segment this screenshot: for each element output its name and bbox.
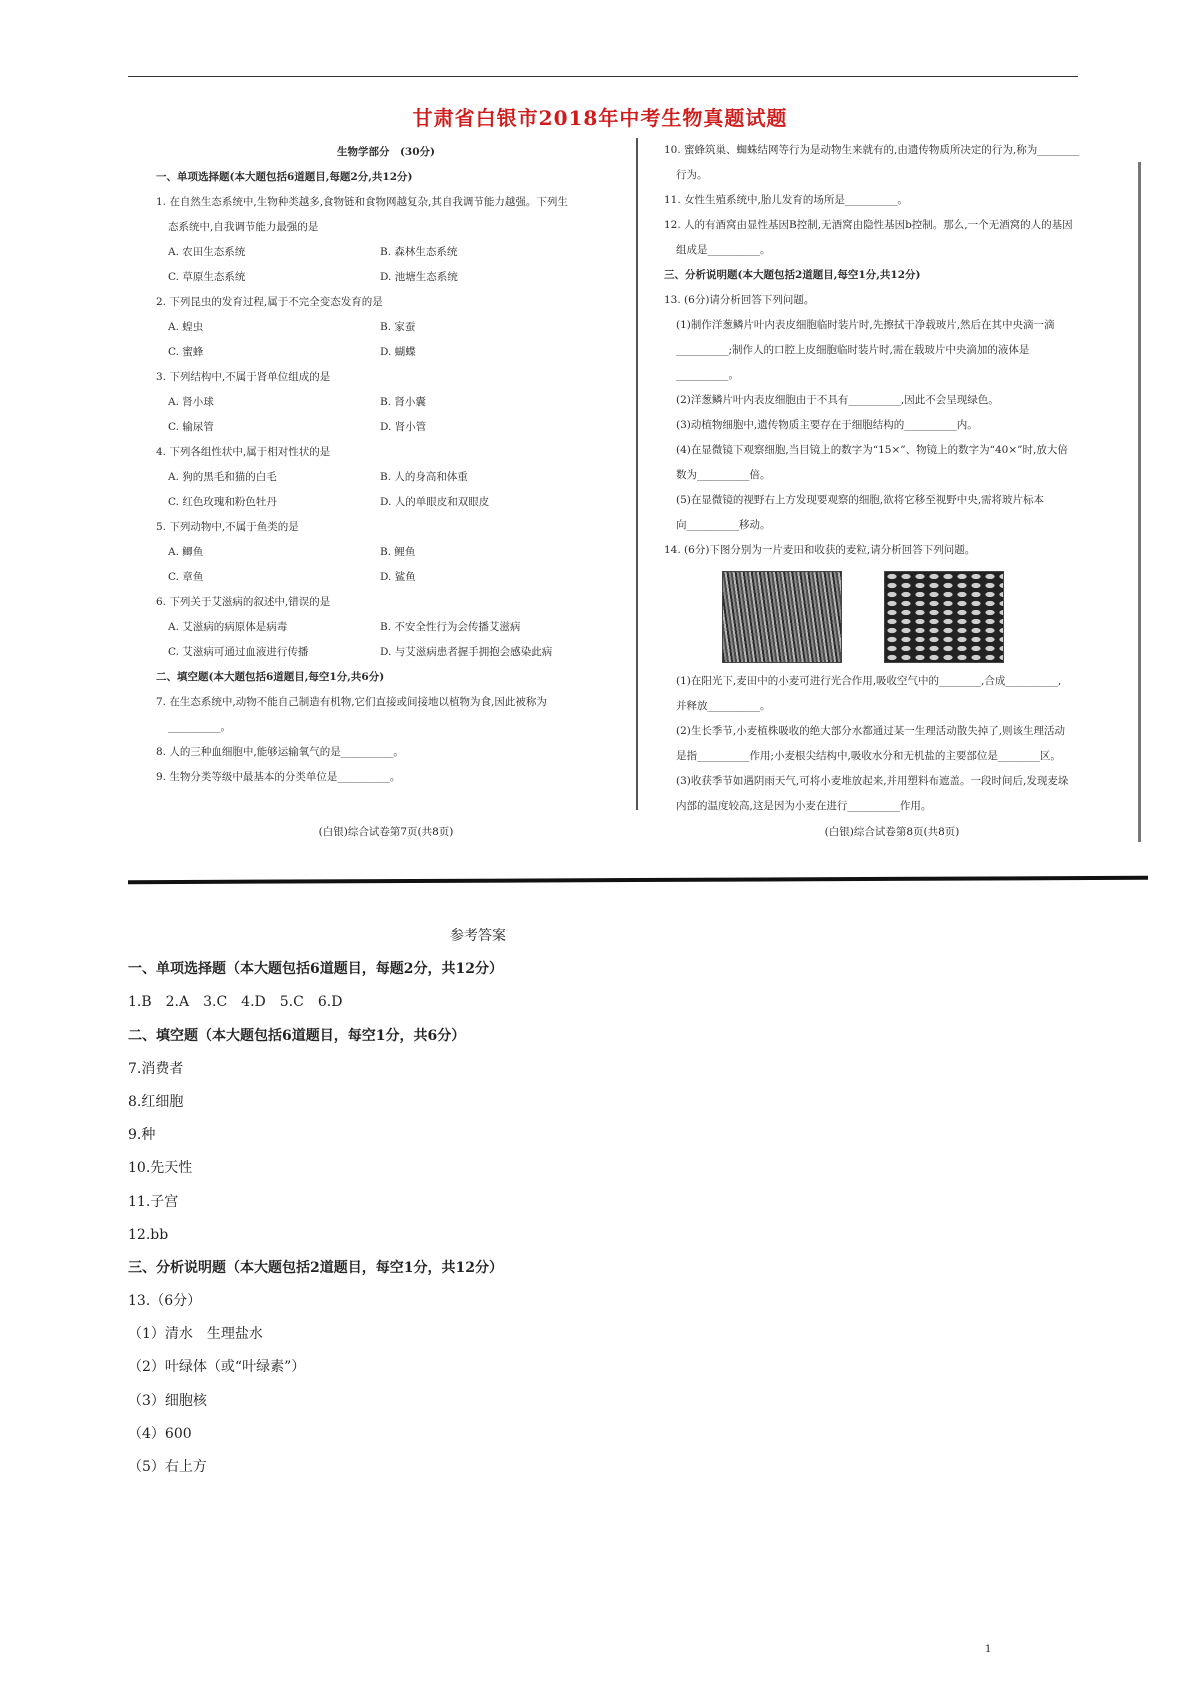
question-line: （1）清水 生理盐水 xyxy=(128,1326,263,1343)
question-line: 12. 人的有酒窝由显性基因B控制,无酒窝由隐性基因b控制。那么,一个无酒窝的人的基因 xyxy=(664,219,1073,231)
page-number: 1 xyxy=(985,1644,992,1655)
question-line: 12.bb xyxy=(128,1226,169,1243)
question-line: (4)在显微镜下观察细胞,当目镜上的数字为“15×”、物镜上的数字为“40×”时,放大倍 xyxy=(676,444,1068,456)
question-line: 14. (6分)下图分别为一片麦田和收获的麦粒,请分析回答下列问题。 xyxy=(664,544,976,556)
document-title: 甘肃省白银市2018年中考生物真题试题 xyxy=(412,106,788,130)
question-line: 9.种 xyxy=(128,1127,156,1144)
answer-option: B. 森林生态系统 xyxy=(380,246,458,258)
answer-option: B. 不安全性行为会传播艾滋病 xyxy=(380,621,521,633)
answer-option: B. 肾小囊 xyxy=(380,396,426,408)
page-8-footer: (白银)综合试卷第8页(共8页) xyxy=(824,826,960,838)
option-row xyxy=(156,640,616,665)
answer-option: A. 狗的黑毛和猫的白毛 xyxy=(168,471,277,483)
right-question-list xyxy=(664,138,1120,563)
section-heading: 三、分析说明题(本大题包括2道题目,每空1分,共12分) xyxy=(664,269,921,281)
option-row xyxy=(156,415,616,440)
question-line: 向__________移动。 xyxy=(676,519,771,531)
question-line: 4. 下列各组性状中,属于相对性状的是 xyxy=(156,446,331,458)
answer-option: A. 鲫鱼 xyxy=(168,546,204,558)
answer-option: D. 与艾滋病患者握手拥抱会感染此病 xyxy=(380,646,553,658)
answer-option: D. 蝴蝶 xyxy=(380,346,416,358)
question-line: 10. 蜜蜂筑巢、蜘蛛结网等行为是动物生来就有的,由遗传物质所决定的行为,称为________ xyxy=(664,144,1080,156)
answer-option: C. 红色玫瑰和粉色牡丹 xyxy=(168,496,277,508)
scanned-exam-image xyxy=(128,138,1148,890)
answer-option: B. 人的身高和体重 xyxy=(380,471,468,483)
answer-option: C. 蜜蜂 xyxy=(168,346,204,358)
page-7-footer: (白银)综合试卷第7页(共8页) xyxy=(318,826,454,838)
question-line: 并释放__________。 xyxy=(676,700,771,712)
wheat-figures xyxy=(664,571,1120,661)
scan-edge xyxy=(1138,162,1141,842)
answer-option: A. 艾滋病的病原体是病毒 xyxy=(168,621,288,633)
question-line: 13.（6分） xyxy=(128,1293,202,1310)
question-line: 13. (6分)请分析回答下列问题。 xyxy=(664,294,815,306)
question-line: (2)生长季节,小麦植株吸收的绝大部分水都通过某一生理活动散失掉了,则该生理活动 xyxy=(676,725,1066,737)
question-line: （5）右上方 xyxy=(128,1459,207,1475)
question-line: 组成是__________。 xyxy=(676,244,771,256)
section-heading: 三、分析说明题（本大题包括2道题目，每空1分，共12分） xyxy=(128,1259,503,1276)
question-line: 是指__________作用;小麦根尖结构中,吸收水分和无机盐的主要部位是________区。 xyxy=(676,750,1061,762)
option-row xyxy=(156,490,616,515)
answer-option: D. 人的单眼皮和双眼皮 xyxy=(380,496,490,508)
answer-option: A. 蝗虫 xyxy=(168,321,204,333)
answer-key-title: 参考答案 xyxy=(450,928,506,944)
right-question-list-after-figure xyxy=(664,669,1120,819)
page-divider xyxy=(636,138,638,810)
question-line: __________。 xyxy=(676,369,739,381)
option-row xyxy=(156,265,616,290)
question-line: (3)收获季节如遇阴雨天气,可将小麦堆放起来,并用塑料布遮盖。一段时间后,发现麦垛 xyxy=(676,775,1069,787)
question-line: 1. 在自然生态系统中,生物种类越多,食物链和食物网越复杂,其自我调节能力越强。下列生 xyxy=(156,196,568,208)
section-title: 生物学部分 (30分) xyxy=(336,146,436,158)
question-line: 6. 下列关于艾滋病的叙述中,错误的是 xyxy=(156,596,331,608)
section-heading: 一、单项选择题(本大题包括6道题目,每题2分,共12分) xyxy=(156,171,413,183)
question-line: 内部的温度较高,这是因为小麦在进行__________作用。 xyxy=(676,800,932,812)
question-line: 11.子宫 xyxy=(128,1193,179,1210)
question-line: 2. 下列昆虫的发育过程,属于不完全变态发育的是 xyxy=(156,296,383,308)
scan-bottom-edge xyxy=(128,876,1148,884)
question-line: （3）细胞核 xyxy=(128,1392,207,1409)
question-line: 7. 在生态系统中,动物不能自己制造有机物,它们直接或间接地以植物为食,因此被称为 xyxy=(156,696,547,708)
question-line: 7.消费者 xyxy=(128,1060,184,1077)
left-question-list xyxy=(156,165,616,790)
exam-page-8 xyxy=(664,138,1120,819)
wheat-field-photo xyxy=(722,571,842,663)
question-line: 8. 人的三种血细胞中,能够运输氧气的是__________。 xyxy=(156,746,404,758)
answer-option: A. 农田生态系统 xyxy=(168,246,246,258)
answer-option: C. 艾滋病可通过血液进行传播 xyxy=(168,646,309,658)
answer-option: D. 池塘生态系统 xyxy=(380,271,458,283)
question-line: 5. 下列动物中,不属于鱼类的是 xyxy=(156,521,299,533)
question-line: 1.B 2.A 3.C 4.D 5.C 6.D xyxy=(128,994,343,1011)
section-heading: 二、填空题（本大题包括6道题目，每空1分，共6分） xyxy=(128,1027,466,1044)
answer-list xyxy=(128,953,1078,1484)
option-row xyxy=(156,390,616,415)
question-line: 11. 女性生殖系统中,胎儿发育的场所是__________。 xyxy=(664,194,908,206)
exam-page-7 xyxy=(156,138,616,790)
question-line: (5)在显微镜的视野右上方发现要观察的细胞,欲将它移至视野中央,需将玻片标本 xyxy=(676,494,1045,506)
option-row xyxy=(156,340,616,365)
top-rule xyxy=(128,76,1078,77)
answer-option: C. 输尿管 xyxy=(168,421,214,433)
answer-option: D. 肾小管 xyxy=(380,421,427,433)
question-line: 行为。 xyxy=(676,169,708,181)
question-line: (2)洋葱鳞片叶内表皮细胞由于不具有__________,因此不会呈现绿色。 xyxy=(676,394,999,406)
question-line: 10.先天性 xyxy=(128,1160,193,1177)
question-line: 9. 生物分类等级中最基本的分类单位是__________。 xyxy=(156,771,401,783)
question-line: 态系统中,自我调节能力最强的是 xyxy=(168,221,319,233)
answer-option: B. 鲤鱼 xyxy=(380,546,416,558)
question-line: 3. 下列结构中,不属于肾单位组成的是 xyxy=(156,371,331,383)
answer-option: C. 草原生态系统 xyxy=(168,271,246,283)
question-line: （4）600 xyxy=(128,1425,192,1442)
option-row xyxy=(156,565,616,590)
answer-option: D. 鲨鱼 xyxy=(380,571,416,583)
option-row xyxy=(156,315,616,340)
question-line: __________;制作人的口腔上皮细胞临时装片时,需在载玻片中央滴加的液体是 xyxy=(676,344,1030,356)
section-heading: 一、单项选择题（本大题包括6道题目，每题2分，共12分） xyxy=(128,961,503,978)
answer-option: A. 肾小球 xyxy=(168,396,214,408)
answer-option: C. 章鱼 xyxy=(168,571,204,583)
option-row xyxy=(156,615,616,640)
question-line: 数为__________倍。 xyxy=(676,469,771,481)
question-line: （2）叶绿体（或“叶绿素”） xyxy=(128,1359,306,1376)
answer-option: B. 家蚕 xyxy=(380,321,416,333)
question-line: __________。 xyxy=(168,721,231,733)
section-heading: 二、填空题(本大题包括6道题目,每空1分,共6分) xyxy=(156,671,385,683)
option-row xyxy=(156,540,616,565)
answer-key xyxy=(128,920,1078,1484)
wheat-grain-photo xyxy=(884,571,1004,663)
question-line: (1)制作洋葱鳞片叶内表皮细胞临时装片时,先擦拭干净载玻片,然后在其中央滴一滴 xyxy=(676,319,1055,331)
option-row xyxy=(156,240,616,265)
option-row xyxy=(156,465,616,490)
question-line: (3)动植物细胞中,遗传物质主要存在于细胞结构的__________内。 xyxy=(676,419,978,431)
question-line: 8.红细胞 xyxy=(128,1093,184,1110)
question-line: (1)在阳光下,麦田中的小麦可进行光合作用,吸收空气中的________,合成__________, xyxy=(676,675,1062,687)
